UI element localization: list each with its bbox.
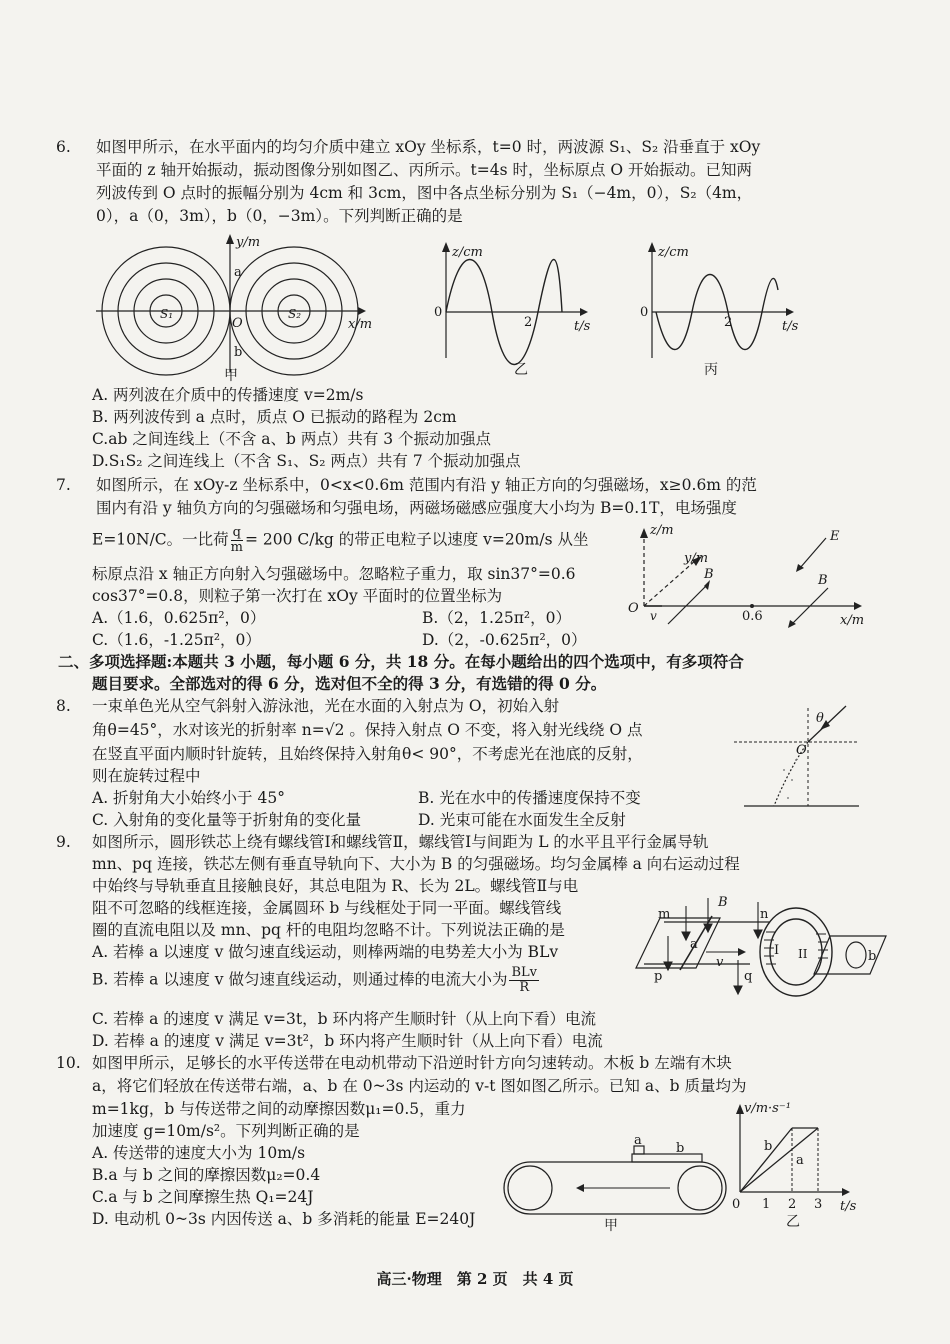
page-footer: 高三·物理 第 2 页 共 4 页 [376,1270,574,1288]
q10-yi-t2: 2 [788,1197,797,1212]
q7-fig-b1: B [704,567,714,582]
q10-jia-caption: 甲 [604,1218,618,1234]
q8-fig-o: O [796,743,807,758]
q10-yi-y-label: v/m·s⁻¹ [744,1101,791,1116]
q6-jia-x-label: x/m [348,317,373,332]
section2-line-1: 二、多项选择题:本题共 3 小题，每小题 6 分，共 18 分。在每小题给出的四个选项中，有多项符合 [58,652,744,671]
q6-yi-caption: 乙 [514,362,528,378]
q7-stem-line-1: 如图所示，在 xOy-z 坐标系中，0<x<0.6m 范围内有沿 y 轴正方向的匀强磁场，x≥0.6m 的范 [96,476,757,494]
q6-yi-zero: 0 [434,305,443,320]
q9-option-c: C. 若棒 a 的速度 v 满足 v=3t，b 环内将产生顺时针（从上向下看）电流 [92,1010,596,1028]
q10-stem-line-2: a，将它们轻放在传送带右端，a、b 在 0~3s 内运动的 v-t 图如图乙所示。已知 a、b 质量均为 [92,1077,747,1095]
q10-jia-b: b [676,1141,685,1156]
q8-stem-line-3: 在竖直平面内顺时针旋转，且始终保持入射角θ< 90°，不考虑光在池底的反射， [92,745,643,763]
q7-option-d: D.（2，-0.625π²，0） [422,631,587,649]
q6-option-b: B. 两列波传到 a 点时，质点 O 已振动的路程为 2cm [92,408,457,426]
q9-option-a: A. 若棒 a 以速度 v 做匀速直线运动，则棒两端的电势差大小为 BLv [92,943,559,961]
q7-number: 7. [56,476,71,494]
q6-figure-jia [96,232,396,382]
q7-fig-b2: B [818,573,828,588]
q8-figure [734,700,864,810]
q7-fig-y: y/m [684,551,709,566]
q9-frac-bot: R [519,980,530,995]
q9-fig-ring-b: b [868,949,877,964]
q10-yi-x-label: t/s [840,1199,857,1214]
q9-option-d: D. 若棒 a 的速度 v 满足 v=3t²，b 环内将产生顺时针（从上向下看）电流 [92,1032,603,1050]
q9-stem-line-2: mn、pq 连接，铁芯左侧有垂直导轨向下、大小为 B 的匀强磁场。均匀金属棒 a 向右运动过程 [92,855,740,873]
q6-jia-s2: S₂ [288,307,302,321]
q10-yi-b: b [764,1139,773,1154]
q7-stem-line-3b: = 200 C/kg 的带正电粒子以速度 v=20m/s 从坐 [245,530,589,549]
q10-figure-jia [500,1132,730,1232]
q10-option-a: A. 传送带的速度大小为 10m/s [92,1144,306,1162]
q9-stem-line-3: 中始终与导轨垂直且接触良好，其总电阻为 R、长为 2L。螺线管Ⅱ与电 [92,877,579,895]
q7-fig-v: v [650,609,657,623]
q10-yi-t1: 1 [762,1197,771,1212]
q10-stem-line-1: 如图甲所示，足够长的水平传送带在电动机带动下沿逆时针方向匀速转动。木板 b 左端有木块 [92,1054,732,1072]
q10-option-b: B.a 与 b 之间的摩擦因数μ₂=0.4 [92,1166,321,1184]
q10-number: 10. [56,1054,81,1072]
q7-figure [624,524,884,634]
q7-stem-line-5: cos37°=0.8，则粒子第一次打在 xOy 平面时的位置坐标为 [92,587,503,605]
q9-fig-coil-i: I [774,943,780,958]
q7-stem-line-3 [92,526,588,555]
q7-stem-line-2: 围内有沿 y 轴负方向的匀强磁场和匀强电场，两磁场磁感应强度大小均为 B=0.1T，电场强度 [96,499,737,517]
q6-jia-y-label: y/m [236,235,261,250]
q9-stem-line-4: 阻不可忽略的线框连接，金属圆环 b 与线框处于同一平面。螺线管线 [92,899,562,917]
q6-bing-tick: 2 [724,315,733,330]
q6-yi-x-label: t/s [574,319,591,334]
q7-option-b: B.（2，1.25π²，0） [422,609,571,627]
q9-stem-line-1: 如图所示，圆形铁芯上绕有螺线管Ⅰ和螺线管Ⅱ，螺线管Ⅰ与间距为 L 的水平且平行金属导轨 [92,833,709,851]
q6-jia-b: b [234,345,243,360]
q10-yi-a: a [796,1153,804,1168]
q6-bing-y-label: z/cm [658,245,689,260]
q6-bing-x-label: t/s [782,319,799,334]
q9-fig-q: q [744,969,753,984]
q10-yi-t3: 3 [814,1197,823,1212]
q7-stem-line-4: 标原点沿 x 轴正方向射入匀强磁场中。忽略粒子重力，取 sin37°=0.6 [92,565,576,583]
q9-stem-line-5: 圈的直流电阻以及 mn、pq 杆的电阻均忽略不计。下列说法正确的是 [92,921,565,939]
q10-stem-line-4: 加速度 g=10m/s²。下列判断正确的是 [92,1122,360,1140]
q9-option-b [92,966,541,995]
q7-fig-x: x/m [840,613,865,628]
q6-jia-O: O [232,316,243,331]
q9-fig-v: v [716,955,724,970]
q9-option-b-fraction [509,966,539,995]
q7-fig-e: E [830,529,840,544]
q6-stem-line-3: 列波传到 O 点时的振幅分别为 4cm 和 3cm，图中各点坐标分别为 S₁（−4m，0），S₂（4m， [96,184,753,202]
q6-option-c: C.ab 之间连线上（不含 a、b 两点）共有 3 个振动加强点 [92,430,492,448]
q9-fig-n: n [760,907,769,922]
q8-fig-theta: θ [816,711,824,726]
q6-stem-line-1: 如图甲所示，在水平面内的均匀介质中建立 xOy 坐标系，t=0 时，两波源 S₁、S₂ 沿垂直于 xOy [96,138,761,156]
q10-yi-t0: 0 [732,1197,741,1212]
q9-option-b-text: B. 若棒 a 以速度 v 做匀速直线运动，则通过棒的电流大小为 [92,970,508,989]
q10-yi-caption: 乙 [786,1214,800,1230]
q9-fig-p: p [654,969,663,984]
q8-option-c: C. 入射角的变化量等于折射角的变化量 [92,811,362,829]
q10-option-d: D. 电动机 0~3s 内因传送 a、b 多消耗的能量 E=240J [92,1210,476,1228]
q10-stem-line-3: m=1kg，b 与传送带之间的动摩擦因数μ₁=0.5，重力 [92,1100,466,1118]
q8-stem-line-1: 一束单色光从空气斜射入游泳池，光在水面的入射点为 O，初始入射 [92,697,560,715]
q6-jia-s1: S₁ [160,307,174,321]
q7-fig-o: O [628,601,639,616]
q8-option-d: D. 光束可能在水面发生全反射 [418,811,626,829]
q9-fig-coil-ii: II [798,947,808,961]
q6-figure-bing [636,240,816,380]
q7-option-c: C.（1.6，-1.25π²，0） [92,631,261,649]
q10-option-c: C.a 与 b 之间摩擦生热 Q₁=24J [92,1188,314,1206]
q9-frac-top: BLv [511,965,537,980]
q6-figure-yi [430,240,610,380]
q7-frac-top: q [232,525,241,540]
q6-jia-caption: 甲 [224,368,238,384]
q8-stem-line-4: 则在旋转过程中 [92,767,201,785]
q6-yi-tick: 2 [524,315,533,330]
q6-bing-caption: 丙 [704,362,718,378]
q7-fig-tick: 0.6 [742,609,763,624]
section2-line-2: 题目要求。全部选对的得 6 分，选对但不全的得 3 分，有选错的得 0 分。 [92,674,607,693]
q9-fig-a: a [690,937,698,952]
q9-fig-b-field: B [718,895,728,910]
q10-figure-yi [730,1100,870,1240]
q7-frac-bot: m [230,540,243,555]
q7-option-a: A.（1.6，0.625π²，0） [92,609,266,627]
q6-option-a: A. 两列波在介质中的传播速度 v=2m/s [92,386,364,404]
q10-jia-a: a [634,1133,642,1148]
q7-fig-z: z/m [650,523,674,538]
q8-option-a: A. 折射角大小始终小于 45° [92,789,285,807]
q9-number: 9. [56,833,71,851]
q6-yi-y-label: z/cm [452,245,483,260]
q7-charge-ratio [231,526,243,555]
q6-number: 6. [56,138,71,156]
q7-stem-line-3a: E=10N/C。一比荷 [92,530,229,549]
q8-number: 8. [56,697,71,715]
q9-fig-m: m [658,907,671,922]
q6-stem-line-4: 0），a（0，3m），b（0，−3m）。下列判断正确的是 [96,207,463,225]
q6-stem-line-2: 平面的 z 轴开始振动，振动图像分别如图乙、丙所示。t=4s 时，坐标原点 O 开始振动。已知两 [96,161,753,179]
q8-option-b: B. 光在水中的传播速度保持不变 [418,789,641,807]
q9-figure [650,884,890,1004]
q8-stem-line-2: 角θ=45°，水对该光的折射率 n=√2 。保持入射点 O 不变，将入射光线绕 O 点 [92,721,643,739]
q6-jia-a: a [234,265,242,280]
q6-option-d: D.S₁S₂ 之间连线上（不含 S₁、S₂ 两点）共有 7 个振动加强点 [92,452,521,470]
q6-bing-zero: 0 [640,305,649,320]
